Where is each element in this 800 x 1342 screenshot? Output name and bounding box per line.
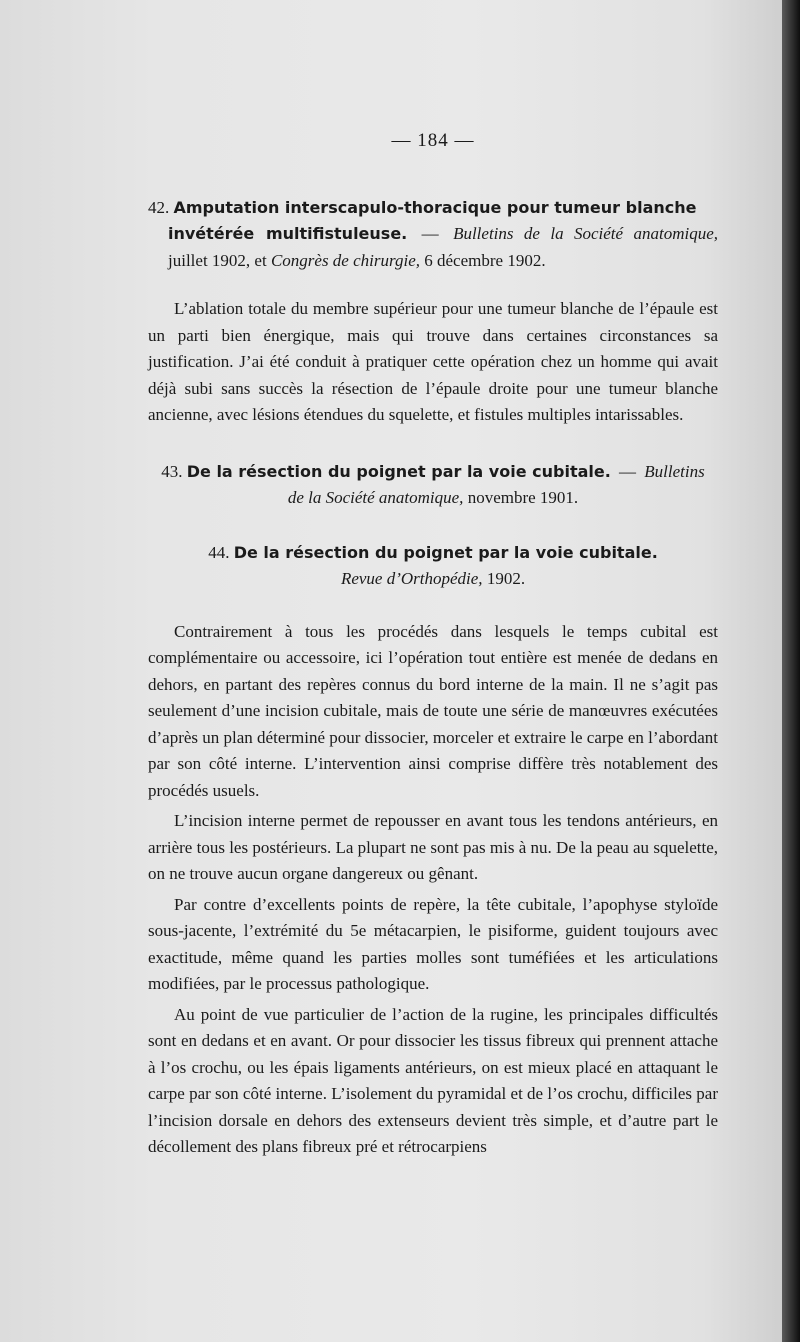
entry-43-source-end: novembre 1901. [467,488,579,507]
entry-42-source-2-italic: Congrès de chirurgie, [270,250,420,270]
page-edge-shadow [782,0,800,1342]
entry-42-source-1: Bulletins de la Société anatomique, [453,224,719,243]
entry-44-heading [148,540,718,593]
entry-43-source-italic-2: de la Société anatomique, [287,488,464,507]
entry-44-source-italic: Revue d’Orthopédie, [340,569,483,588]
entry-42-heading [148,195,718,275]
page-content [148,128,718,1161]
entry-43-dash: — [619,461,637,481]
entry-42-number: 42. [148,197,170,217]
entry-43-source-italic-1: Bulletins [644,461,705,481]
page-number: — 184 — [391,130,475,151]
entry-44-number: 44. [208,542,230,562]
entry-43-title: De la résection du poignet par la voie cubitale. [186,461,611,481]
entry-44-paragraph-1: Contrairement à tous les procédés dans lesquels le temps cubital est complémentaire ou accessoire, ici l’opération tout entière est menée de dedans en dehors, en partant des repères connus du bord interne de la main. Il ne s’agit pas seulement d’une incision cubitale, mais de toute une série de manœuvres exécutées d’après un plan déterminé pour dissocier, morceler et extraire le carpe en l’abordant par son côté interne. L’intervention ainsi comprise diffère très notablement des procédés usuels. [148,621,718,800]
entry-42-title-line1: Amputation interscapulo-thoracique pour tumeur blanche [173,197,697,217]
entry-43-heading [148,459,718,512]
entry-43-number: 43. [161,461,183,481]
entry-44-source-end: 1902. [486,569,526,588]
entry-42-continuation [148,221,718,274]
entry-44-paragraph-2: L’incision interne permet de repousser en avant tous les tendons antérieurs, en arrière tous les postérieurs. La plupart ne sont pas mis à nu. De la peau au squelette, on ne trouve aucun organe dangereux ou gênant. [148,811,718,883]
entry-44-title: De la résection du poignet par la voie cubitale. [233,542,658,562]
entry-42-source-2-end: 6 décembre 1902. [424,250,546,270]
entry-44-paragraph-4: Au point de vue particulier de l’action de la rugine, les principales difficultés sont en dedans et en avant. Or pour dissocier les tissus fibreux qui prennent attache à l’os crochu, ou les épais ligaments antérieurs, on est mieux placé en attaquant le carpe par son côté interne. L’isolement du pyramidal et de l’os crochu, difficiles par l’incision dorsale en dehors des extenseurs devient très simple, et d’autre part le décollement des plans fibreux pré et rétrocarpiens [148,1004,718,1156]
entry-44-paragraph-3: Par contre d’excellents points de repère, la tête cubitale, l’apophyse styloïde sous-jacente, l’extrémité du 5e métacarpien, le pisiforme, guident toujours avec exactitude, même quand les parties molles sont tuméfiées et les articulations modifiées, par le processus pathologique. [148,894,718,993]
entry-42-paragraph: L’ablation totale du membre supérieur pour une tumeur blanche de l’épaule est un parti bien énergique, mais qui trouve dans certaines circonstances sa justification. J’ai été conduit à pratiquer cette opération chez un homme qui avait déjà subi sans succès la résection de l’épaule droite pour une tumeur blanche ancienne, avec lésions étendues du squelette, et fistules multiples intarissables. [148,299,718,424]
entry-42-dash: — [421,224,439,243]
entry-42-source-2-plain: juillet 1902, et [168,250,267,270]
entry-42-title-line2: invétérée multifistuleuse. [168,224,408,243]
